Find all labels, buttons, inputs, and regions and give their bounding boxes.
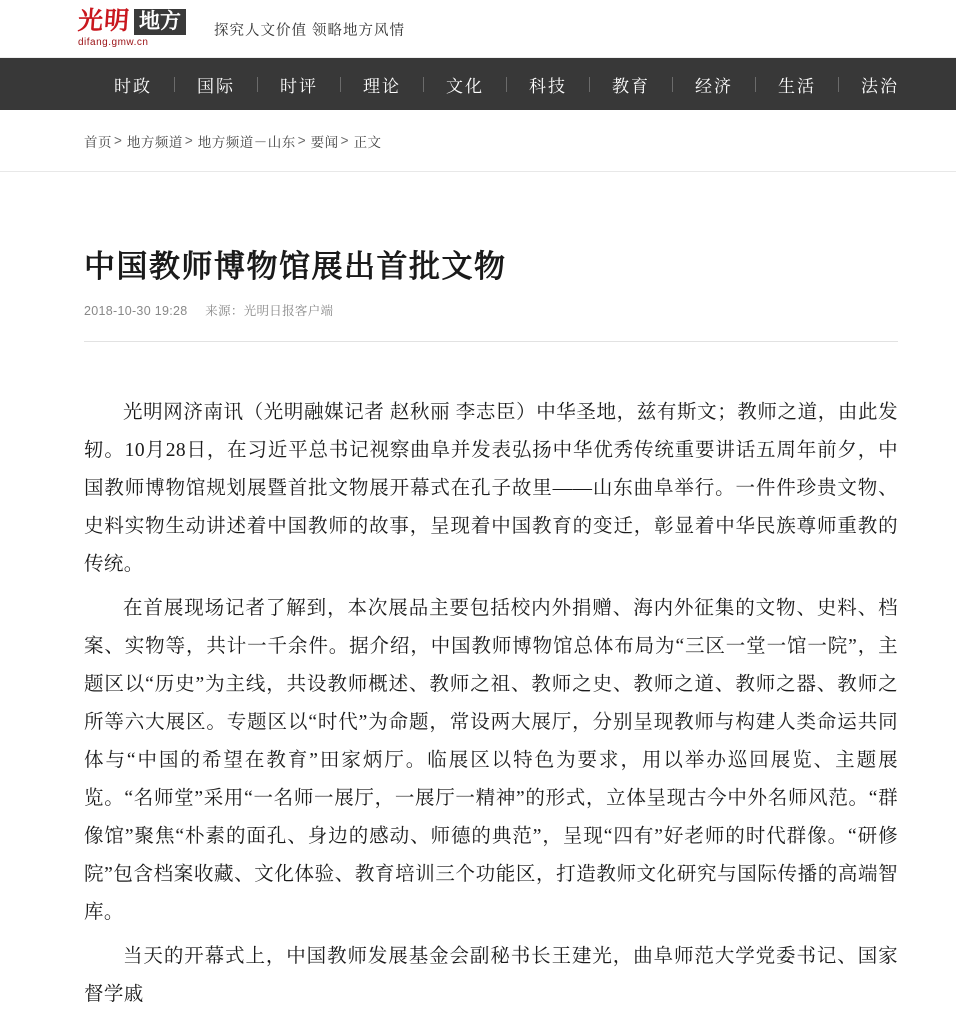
breadcrumb-separator: > [340,133,349,148]
nav-item-jiaoyu[interactable]: 教育 [612,76,650,96]
header-slogan: 探究人文价值 领略地方风情 [214,23,406,39]
breadcrumb-separator: > [114,133,122,148]
main-navigation[interactable] [0,58,956,110]
nav-item-shenghuo[interactable]: 生活 [778,76,816,96]
article-timestamp: 2018-10-30 19:28 [84,304,188,319]
nav-item-fazhi[interactable]: 法治 [861,76,899,96]
nav-item-shiping[interactable]: 时评 [280,76,318,96]
article-source-label: 来源： [205,304,244,319]
article-body [84,394,898,1014]
page-title: 中国教师博物馆展出首批文物 [84,249,507,284]
nav-item-wenhua[interactable]: 文化 [446,76,484,96]
logo-row [78,9,186,34]
site-logo[interactable] [78,7,186,51]
article-meta [84,301,898,319]
breadcrumb-separator: > [184,133,193,148]
breadcrumb-band [0,110,956,172]
nav-item-guoji[interactable]: 国际 [197,76,235,96]
nav-item-jingji[interactable]: 经济 [695,76,733,96]
logo-url-text: difang.gmw.cn [78,36,149,48]
article-paragraph: 光明网济南讯（光明融媒记者 赵秋丽 李志臣）中华圣地，兹有斯文；教师之道，由此发轫。10月28日，在习近平总书记视察曲阜并发表弘扬中华优秀传统重要讲话五周年前夕，中国教师博物馆规划展暨首批文物展开幕式在孔子故里——山东曲阜举行。一件件珍贵文物、史料实物生动讲述着中国教师的故事，呈现着中国教育的变迁，彰显着中华民族尊师重教的传统。 [84,402,898,576]
breadcrumb-item-news[interactable]: 要闻 [310,134,339,150]
article-source: 光明日报客户端 [243,304,334,319]
breadcrumb-item-article: 正文 [353,134,382,150]
site-header [0,0,956,58]
breadcrumb-item-shandong[interactable]: 地方频道－山东 [197,134,296,150]
breadcrumb-separator: > [297,133,306,148]
nav-item-keji[interactable]: 科技 [529,76,567,96]
article-paragraph: 当天的开幕式上，中国教师发展基金会副秘书长王建光，曲阜师范大学党委书记、国家督学戚 [84,946,898,1006]
title-divider [84,341,898,342]
nav-item-lilun[interactable]: 理论 [363,76,401,96]
nav-item-shizheng[interactable]: 时政 [114,76,152,96]
breadcrumb-item-local-channel[interactable]: 地方频道 [126,134,183,150]
logo-badge-text: 地方 [134,9,186,34]
breadcrumb-item-home[interactable]: 首页 [84,134,112,150]
logo-main-text: 光明 [77,8,131,36]
breadcrumb [84,131,382,151]
article-paragraph: 在首展现场记者了解到，本次展品主要包括校内外捐赠、海内外征集的文物、史料、档案、实物等，共计一千余件。据介绍，中国教师博物馆总体布局为“三区一堂一馆一院”，主题区以“历史”为主线，共设教师概述、教师之祖、教师之史、教师之道、教师之器、教师之所等六大展区。专题区以“时代”为命题，常设两大展厅，分别呈现教师与构建人类命运共同体与“中国的希望在教育”田家炳厅。临展区以特色为要求，用以举办巡回展览、主题展览。“名师堂”采用“一名师一展厅，一展厅一精神”的形式，立体呈现古今中外名师风范。“群像馆”聚焦“朴素的面孔、身边的感动、师德的典范”，呈现“四有”好老师的时代群像。“研修院”包含档案收藏、文化体验、教育培训三个功能区，打造教师文化研究与国际传播的高端智库。 [84,598,898,924]
article-container [0,248,956,1014]
